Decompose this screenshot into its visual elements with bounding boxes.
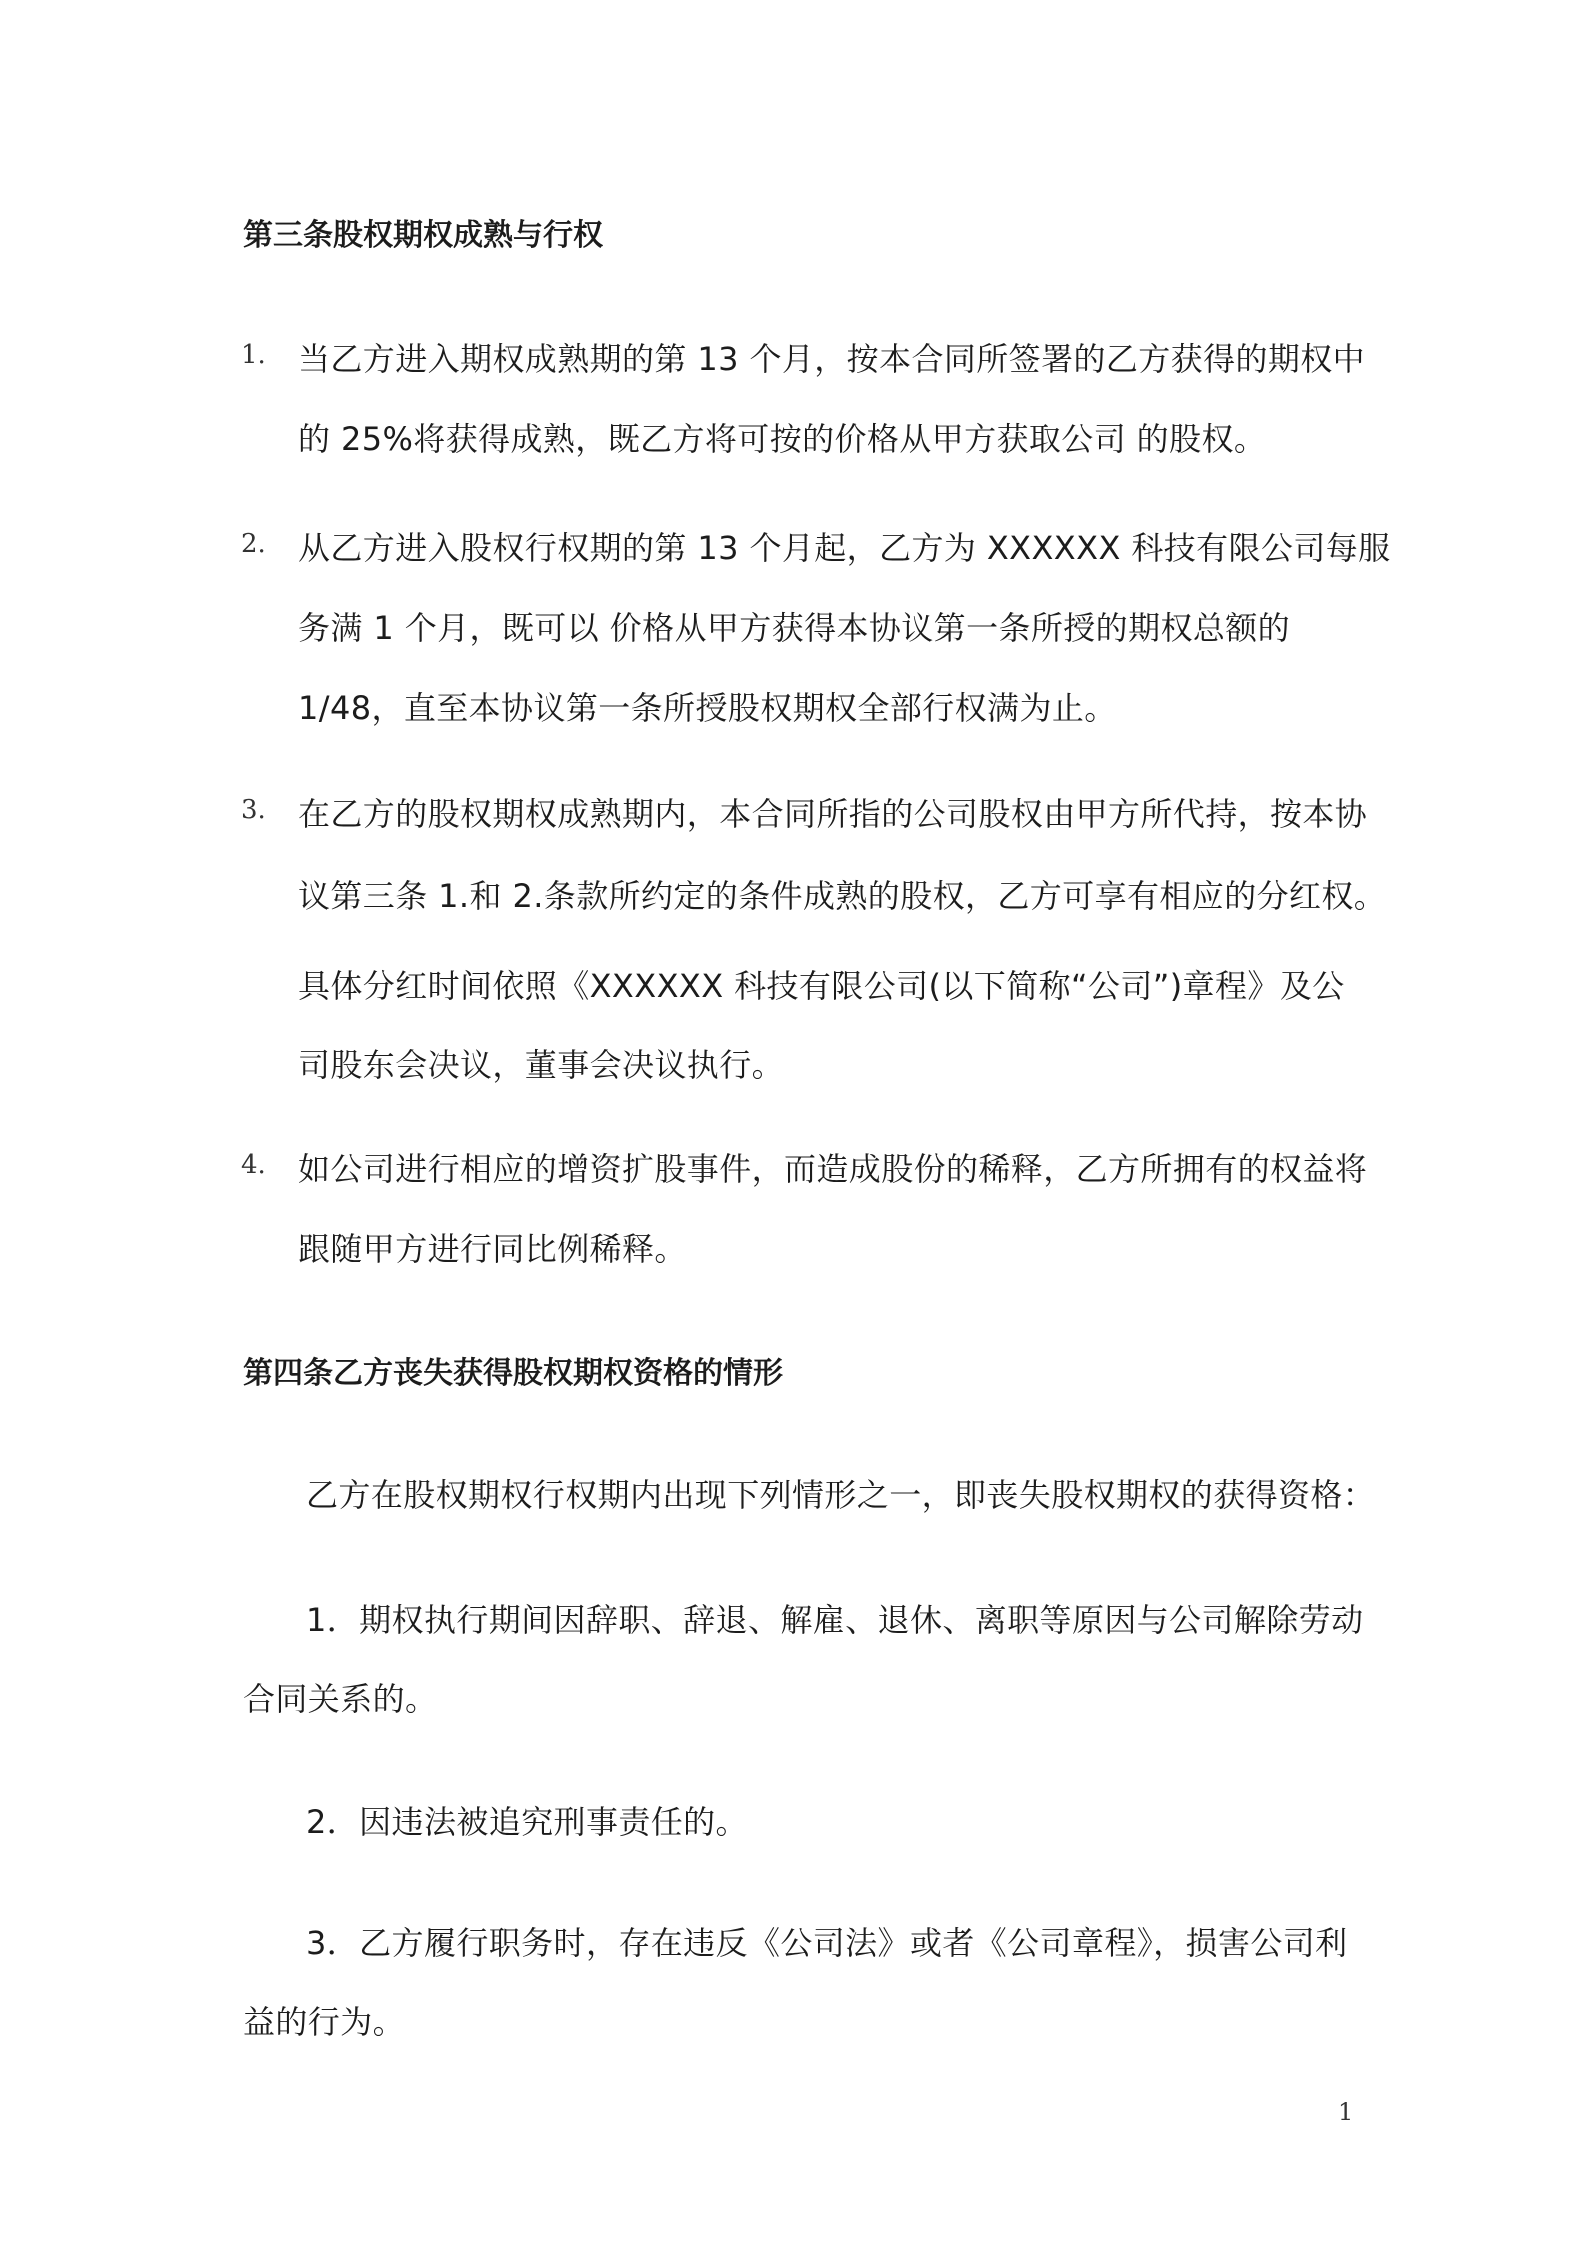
list-number-2: 2. [241, 529, 266, 559]
clause-1-line-2: 合同关系的。 [243, 1680, 438, 1718]
item-2-line-1: 从乙方进入股权行权期的第 13 个月起，乙方为 XXXXXX 科技有限公司每服 [298, 529, 1391, 567]
item-2-line-2: 务满 1 个月，既可以 价格从甲方获得本协议第一条所授的期权总额的 [298, 609, 1291, 647]
page-number: 1 [1338, 2098, 1354, 2126]
item-3-line-1: 在乙方的股权期权成熟期内，本合同所指的公司股权由甲方所代持，按本协 [298, 795, 1368, 833]
item-1-line-2: 的 25%将获得成熟，既乙方将可按的价格从甲方获取公司 的股权。 [298, 420, 1267, 458]
item-4-line-2: 跟随甲方进行同比例稀释。 [298, 1230, 687, 1268]
article-4-intro: 乙方在股权期权行权期内出现下列情形之一，即丧失股权期权的获得资格： [306, 1476, 1376, 1514]
item-1-line-1: 当乙方进入期权成熟期的第 13 个月，按本合同所签署的乙方获得的期权中 [298, 340, 1366, 378]
item-3-line-4: 司股东会决议，董事会决议执行。 [298, 1046, 785, 1084]
item-4-line-1: 如公司进行相应的增资扩股事件，而造成股份的稀释，乙方所拥有的权益将 [298, 1150, 1368, 1188]
clause-3-line-2: 益的行为。 [243, 2003, 406, 2041]
article-4-heading: 第四条乙方丧失获得股权期权资格的情形 [243, 1356, 783, 1391]
item-3-line-3: 具体分红时间依照《XXXXXX 科技有限公司(以下简称“公司”)章程》及公 [298, 967, 1345, 1005]
list-number-1: 1. [241, 340, 266, 370]
clause-2-line-1: 2．因违法被追究刑事责任的。 [306, 1803, 748, 1841]
item-2-line-3: 1/48，直至本协议第一条所授股权期权全部行权满为止。 [298, 689, 1117, 727]
clause-1-line-1: 1．期权执行期间因辞职、辞退、解雇、退休、离职等原因与公司解除劳动 [306, 1601, 1364, 1639]
list-number-3: 3. [241, 795, 266, 825]
article-3-heading: 第三条股权期权成熟与行权 [243, 218, 603, 253]
item-3-line-2: 议第三条 1.和 2.条款所约定的条件成熟的股权，乙方可享有相应的分红权。 [298, 877, 1387, 915]
clause-3-line-1: 3．乙方履行职务时，存在违反《公司法》或者《公司章程》，损害公司利 [306, 1924, 1348, 1962]
list-number-4: 4. [241, 1150, 266, 1180]
